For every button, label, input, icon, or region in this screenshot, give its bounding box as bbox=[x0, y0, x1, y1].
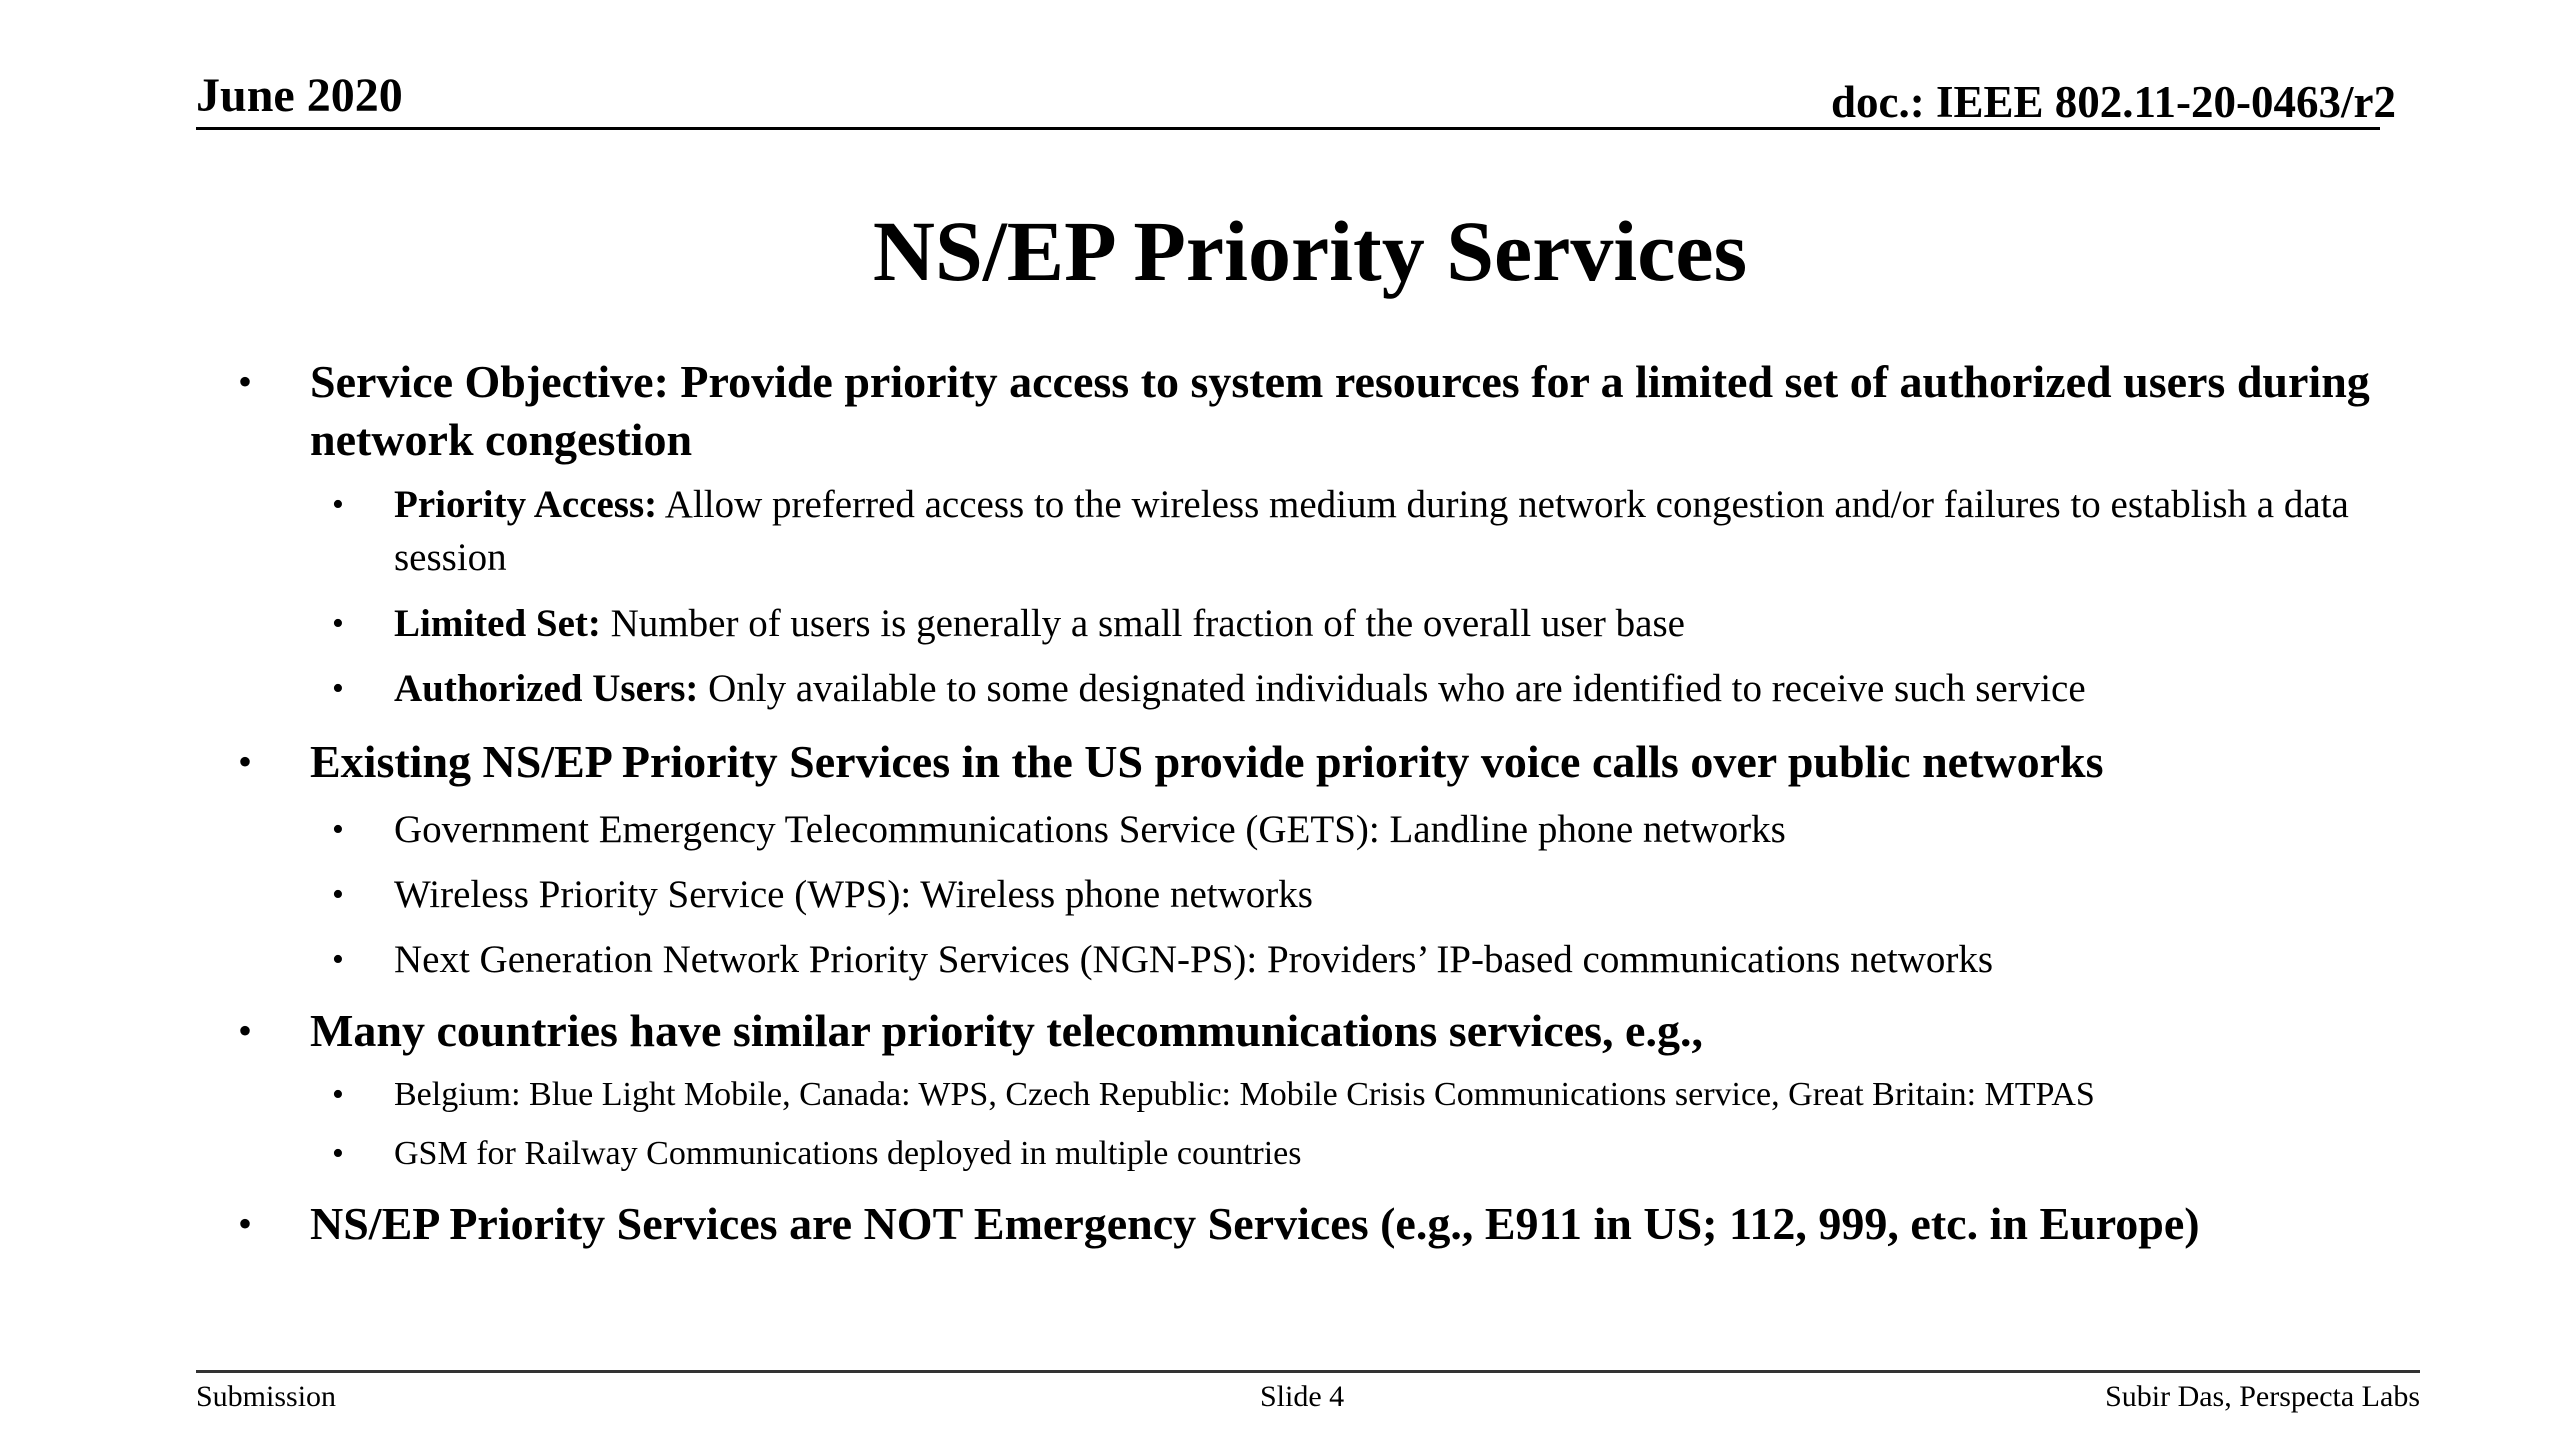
sub-bullet-lead: Priority Access: bbox=[394, 483, 658, 526]
bullet-text: Many countries have similar priority telecommunications services, e.g., bbox=[310, 1005, 1703, 1056]
sub-bullet-authorized-users bbox=[332, 662, 2354, 715]
bullet-not-emergency bbox=[238, 1195, 2400, 1253]
sub-bullet-ngn-ps bbox=[332, 933, 2354, 986]
bullet-marker: • bbox=[238, 359, 253, 404]
sub-bullet-gets bbox=[332, 803, 2354, 856]
bullet-marker: • bbox=[332, 605, 344, 642]
sub-bullet-text: GSM for Railway Communications deployed in multiple countries bbox=[394, 1135, 1302, 1172]
sub-bullet-text: Government Emergency Telecommunications Service (GETS): Landline phone networks bbox=[394, 808, 1786, 851]
bullet-marker: • bbox=[238, 1008, 253, 1053]
bullet-marker: • bbox=[332, 486, 344, 523]
bullet-text: NS/EP Priority Services are NOT Emergency Services (e.g., E911 in US; 112, 999, etc. in Europe) bbox=[310, 1198, 2200, 1249]
footer-submission: Submission bbox=[196, 1380, 337, 1413]
sub-bullet-text: Next Generation Network Priority Services (NGN-PS): Providers’ IP-based communications networks bbox=[394, 938, 1994, 981]
header-date: June 2020 bbox=[196, 69, 403, 122]
bullet-marker: • bbox=[332, 876, 344, 913]
sub-bullet-gsm-railway bbox=[332, 1127, 2354, 1180]
sub-bullet-text: Only available to some designated individuals who are identified to receive such service bbox=[698, 667, 2086, 710]
bullet-marker: • bbox=[332, 811, 344, 848]
slide-title: NS/EP Priority Services bbox=[872, 203, 1748, 299]
bullet-marker: • bbox=[238, 739, 253, 784]
bullet-marker: • bbox=[332, 670, 344, 707]
bullet-marker: • bbox=[238, 1201, 253, 1246]
sub-bullet-text: Wireless Priority Service (WPS): Wireless phone networks bbox=[394, 873, 1313, 916]
sub-bullet-limited-set bbox=[332, 597, 2354, 650]
bullet-many-countries bbox=[238, 1002, 2400, 1060]
bullet-text: Service Objective: Provide priority access to system resources for a limited set of authorized users during network congestion bbox=[310, 356, 2370, 465]
footer-slide-number: Slide 4 bbox=[1260, 1380, 1345, 1413]
sub-bullet-text: Belgium: Blue Light Mobile, Canada: WPS, Czech Republic: Mobile Crisis Communications service, Great Britain: MTPAS bbox=[394, 1076, 2095, 1113]
sub-bullet-country-examples bbox=[332, 1068, 2354, 1121]
footer-divider bbox=[196, 1370, 2420, 1373]
sub-bullet-wps bbox=[332, 868, 2354, 921]
bullet-service-objective bbox=[238, 353, 2400, 469]
sub-bullet-text: Allow preferred access to the wireless medium during network congestion and/or failures to establish a data session bbox=[394, 483, 2349, 579]
sub-bullet-lead: Limited Set: bbox=[394, 602, 601, 645]
bullet-marker: • bbox=[332, 941, 344, 978]
sub-bullet-priority-access bbox=[332, 478, 2354, 584]
bullet-marker: • bbox=[332, 1076, 344, 1113]
header-doc-id: doc.: IEEE 802.11-20-0463/r2 bbox=[1830, 77, 2396, 127]
bullet-marker: • bbox=[332, 1135, 344, 1172]
sub-bullet-text: Number of users is generally a small fraction of the overall user base bbox=[600, 602, 1685, 645]
bullet-existing-services bbox=[238, 733, 2400, 791]
bullet-text: Existing NS/EP Priority Services in the US provide priority voice calls over public networks bbox=[310, 736, 2104, 787]
footer-author: Subir Das, Perspecta Labs bbox=[2105, 1380, 2420, 1413]
sub-bullet-lead: Authorized Users: bbox=[394, 667, 699, 710]
